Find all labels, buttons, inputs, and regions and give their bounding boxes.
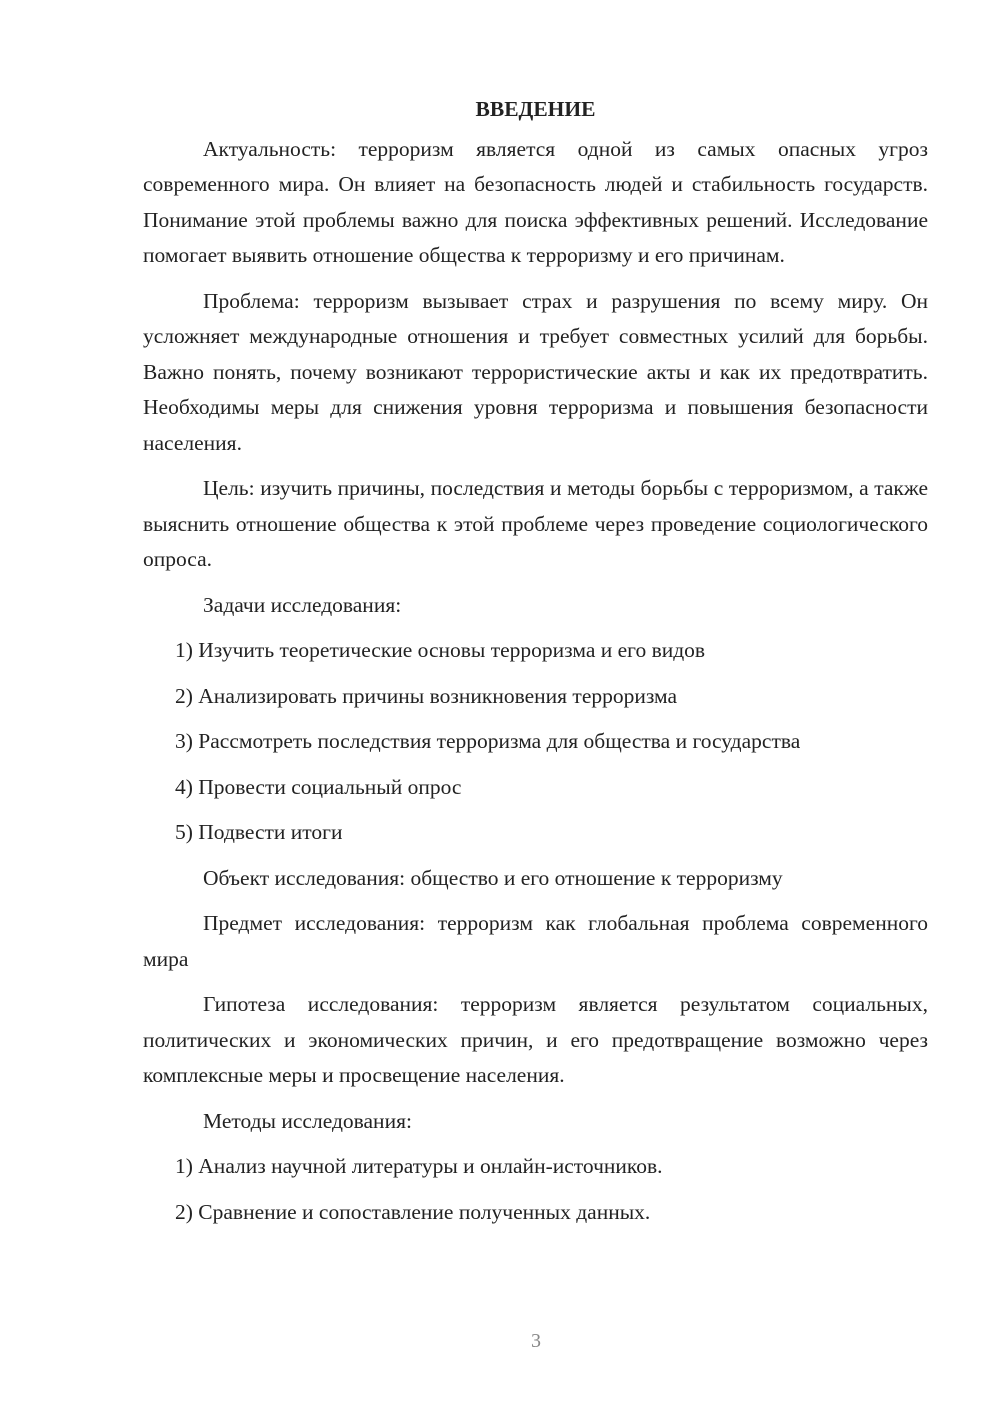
task-item-3: 3) Рассмотреть последствия терроризма для общества и государства [175, 729, 801, 753]
task-item-1: 1) Изучить теоретические основы терроризма и его видов [175, 638, 706, 662]
paragraph-problem: Проблема: терроризм вызывает страх и разрушения по всему миру. Он усложняет международные отношения и требует совместных усилий для борьбы. Важно понять, почему возникают террористические акты и как их предотвратить. Необходимы меры для снижения уровня терроризма и повышения безопасности населения. [143, 288, 928, 455]
paragraph-hypothesis: Гипотеза исследования: терроризм является результатом социальных, политических и экономических причин, и его предотвращение возможно через комплексные меры и просвещение населения. [143, 992, 928, 1087]
page-content [143, 92, 928, 1240]
method-item-2: 2) Сравнение и сопоставление полученных данных. [175, 1199, 651, 1224]
method-item-1: 1) Анализ научной литературы и онлайн-источников. [175, 1154, 663, 1178]
paragraph-object: Объект исследования: общество и его отношение к терроризму [203, 865, 783, 890]
tasks-heading: Задачи исследования: [203, 592, 402, 617]
page-title: ВВЕДЕНИЕ [475, 97, 596, 121]
paragraph-subject: Предмет исследования: терроризм как глобальная проблема современного мира [143, 911, 928, 971]
task-item-4: 4) Провести социальный опрос [175, 774, 462, 799]
task-item-2: 2) Анализировать причины возникновения терроризма [175, 683, 678, 708]
task-item-5: 5) Подвести итоги [175, 820, 343, 844]
paragraph-goal: Цель: изучить причины, последствия и методы борьбы с терроризмом, а также выяснить отношение общества к этой проблеме через проведение социологического опроса. [143, 476, 928, 571]
methods-heading: Методы исследования: [203, 1108, 412, 1133]
page-number: 3 [531, 1330, 541, 1352]
paragraph-relevance: Актуальность: терроризм является одной из самых опасных угроз современного мира. Он влияет на безопасность людей и стабильность государств. Понимание этой проблемы важно для поиска эффективных решений. Исследование помогает выявить отношение общества к терроризму и его причинам. [143, 136, 928, 267]
